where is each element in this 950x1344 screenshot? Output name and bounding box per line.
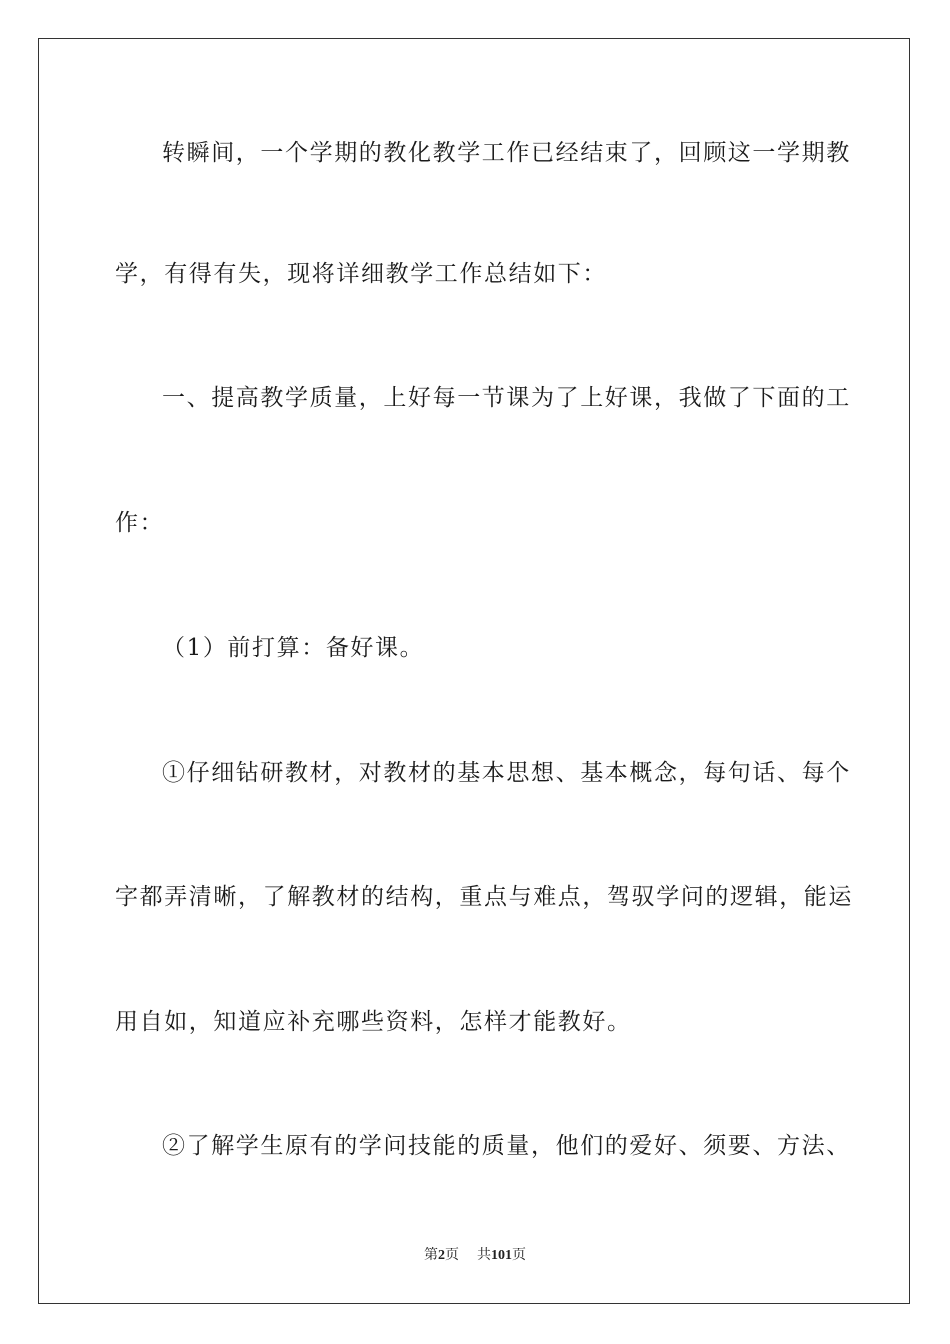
paragraph-line: （1）前打算：备好课。 bbox=[162, 635, 425, 661]
paragraph-line: 字都弄清晰，了解教材的结构，重点与难点，驾驭学问的逻辑，能运 bbox=[115, 884, 853, 910]
paragraph-line: 用自如，知道应补充哪些资料，怎样才能教好。 bbox=[115, 1009, 632, 1035]
paragraph-line: 学，有得有失，现将详细教学工作总结如下： bbox=[115, 261, 607, 287]
page-suffix: 页 bbox=[445, 1248, 459, 1263]
page-number: 2 bbox=[438, 1248, 445, 1263]
page-footer bbox=[0, 1246, 950, 1266]
total-prefix: 共 bbox=[477, 1248, 491, 1263]
total-suffix: 页 bbox=[512, 1248, 526, 1263]
paragraph-line: ②了解学生原有的学问技能的质量，他们的爱好、须要、方法、 bbox=[162, 1133, 851, 1159]
paragraph-line: ①仔细钻研教材，对教材的基本思想、基本概念，每句话、每个 bbox=[162, 760, 851, 786]
paragraph-line: 一、提高教学质量，上好每一节课为了上好课，我做了下面的工 bbox=[162, 385, 851, 411]
page-frame bbox=[38, 38, 910, 1304]
total-pages: 101 bbox=[491, 1248, 512, 1263]
page-prefix: 第 bbox=[424, 1248, 438, 1263]
paragraph-line: 转瞬间，一个学期的教化教学工作已经结束了，回顾这一学期教 bbox=[162, 140, 851, 166]
paragraph-line: 作： bbox=[115, 510, 165, 536]
